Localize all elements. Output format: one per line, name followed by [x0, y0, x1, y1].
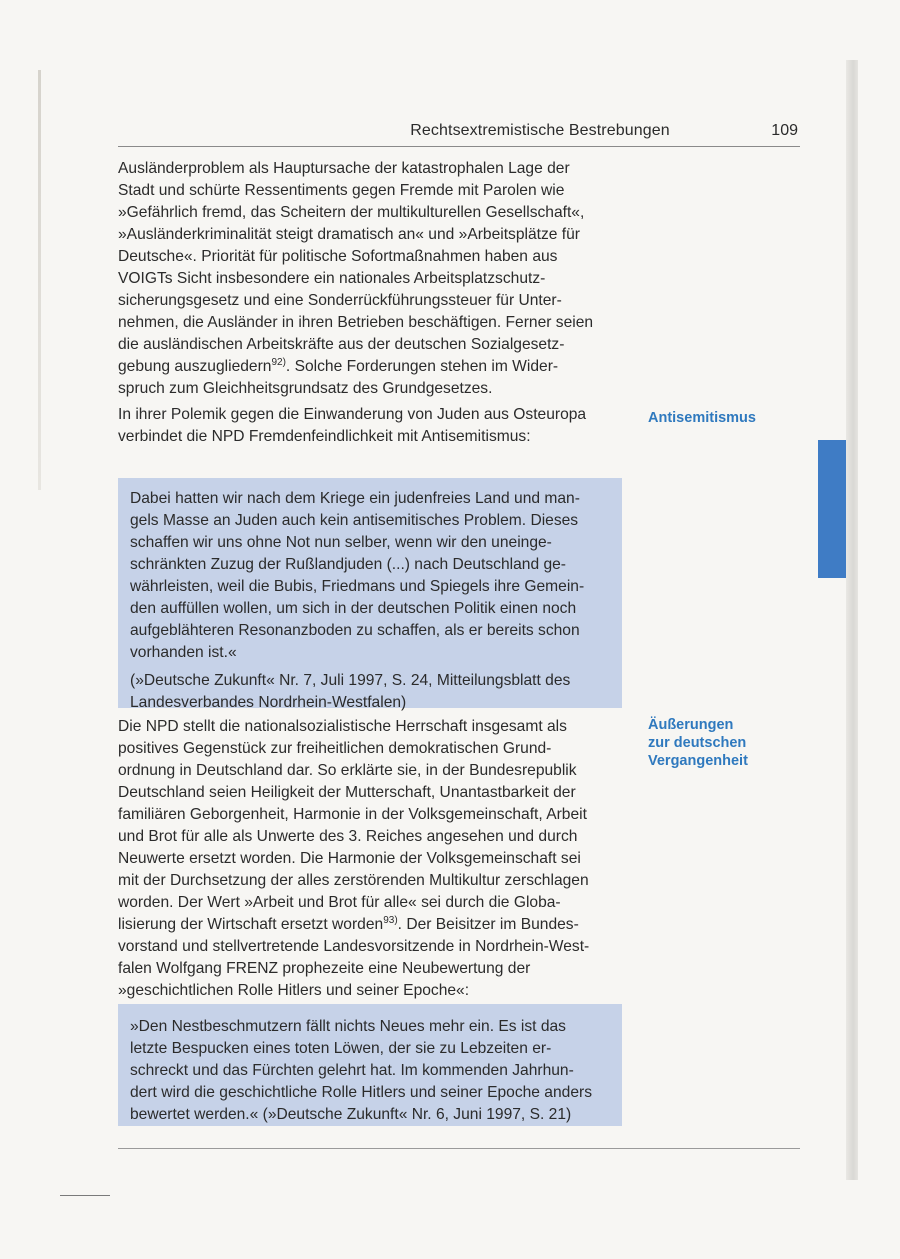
margin-note-line: Vergangenheit: [648, 753, 748, 769]
text-line: und Brot für alle als Unwerte des 3. Reiches angesehen und durch: [118, 828, 578, 845]
quote-source-line: Landesverbandes Nordrhein-Westfalen): [130, 694, 407, 711]
text-line: vorstand und stellvertretende Landesvorsitzende in Nordrhein-West-: [118, 938, 590, 955]
running-header: [118, 122, 800, 147]
text-line: »Ausländerkriminalität steigt dramatisch an« und »Arbeitsplätze für: [118, 226, 580, 243]
margin-note-line: zur deutschen: [648, 735, 747, 751]
quote-line: gels Masse an Juden auch kein antisemitisches Problem. Dieses: [130, 512, 579, 529]
text-line: In ihrer Polemik gegen die Einwanderung von Juden aus Osteuropa: [118, 406, 587, 423]
text-line: [118, 914, 622, 936]
crop-mark: [60, 1195, 110, 1196]
text-line: Deutsche«. Priorität für politische Sofortmaßnahmen haben aus: [118, 248, 558, 265]
quote-line: schränkten Zuzug der Rußlandjuden (...) nach Deutschland ge-: [130, 556, 567, 573]
quote-source-line: (»Deutsche Zukunft« Nr. 7, Juli 1997, S. 24, Mitteilungsblatt des: [130, 672, 571, 689]
quote-line: schreckt und das Fürchten gelehrt hat. Im kommenden Jahrhun-: [130, 1062, 574, 1079]
text-line: nehmen, die Ausländer in ihren Betrieben beschäftigen. Ferner seien: [118, 314, 594, 331]
quote-line: »Den Nestbeschmutzern fällt nichts Neues mehr ein. Es ist das: [130, 1018, 566, 1035]
text-fragment: . Solche Forderungen stehen im Wider-: [285, 358, 559, 375]
text-line: Die NPD stellt die nationalsozialistische Herrschaft insgesamt als: [118, 718, 567, 735]
quote-line: letzte Bespucken eines toten Löwen, der sie zu Lebzeiten er-: [130, 1040, 552, 1057]
text-line: »Gefährlich fremd, das Scheitern der multikulturellen Gesellschaft«,: [118, 204, 585, 221]
header-title: Rechtsextremistische Bestrebungen: [410, 122, 670, 139]
text-line: falen Wolfgang FRENZ prophezeite eine Neubewertung der: [118, 960, 531, 977]
text-fragment: gebung auszugliedern: [118, 358, 272, 375]
text-line: sicherungsgesetz und eine Sonderrückführungssteuer für Unter-: [118, 292, 562, 309]
text-line: mit der Durchsetzung der alles zerstörenden Multikultur zerschlagen: [118, 872, 589, 889]
margin-note-line: Äußerungen: [648, 717, 734, 733]
quote-line: den auffüllen wollen, um sich in der deutschen Politik einen noch: [130, 600, 577, 617]
text-line: ordnung in Deutschland dar. So erklärte sie, in der Bundesrepublik: [118, 762, 577, 779]
quote-source: [130, 670, 610, 714]
text-line: [118, 356, 622, 378]
scan-shadow-right: [846, 60, 858, 1180]
footnote-ref-92[interactable]: 92): [271, 356, 286, 368]
quote-line: vorhanden ist.«: [130, 644, 237, 661]
paragraph-1: [118, 158, 622, 400]
scan-shadow-left: [38, 70, 41, 490]
text-line: familiären Geborgenheit, Harmonie in der Volksgemeinschaft, Arbeit: [118, 806, 587, 823]
paragraph-3: [118, 716, 622, 1002]
text-fragment: . Der Beisitzer im Bundes-: [397, 916, 579, 933]
quote-box-2: [118, 1004, 622, 1126]
text-line: VOIGTs Sicht insbesondere ein nationales Arbeitsplatzschutz-: [118, 270, 546, 287]
text-line: spruch zum Gleichheitsgrundsatz des Grundgesetzes.: [118, 380, 493, 397]
chapter-side-tab: [818, 440, 846, 578]
text-line: Neuwerte ersetzt worden. Die Harmonie der Volksgemeinschaft sei: [118, 850, 581, 867]
paragraph-2: [118, 404, 622, 448]
text-line: verbindet die NPD Fremdenfeindlichkeit mit Antisemitismus:: [118, 428, 531, 445]
text-line: Deutschland seien Heiligkeit der Mutterschaft, Unantastbarkeit der: [118, 784, 576, 801]
text-line: positives Gegenstück zur freiheitlichen demokratischen Grund-: [118, 740, 552, 757]
text-line: Stadt und schürte Ressentiments gegen Fremde mit Parolen wie: [118, 182, 565, 199]
bottom-rule: [118, 1148, 800, 1149]
margin-note-antisemitismus: Antisemitismus: [648, 410, 756, 426]
text-fragment: lisierung der Wirtschaft ersetzt worden: [118, 916, 384, 933]
page-number: 109: [771, 122, 798, 139]
quote-line: währleisten, weil die Bubis, Friedmans und Spiegels ihre Gemein-: [130, 578, 585, 595]
quote-line: schaffen wir uns ohne Not nun selber, wenn wir den uneinge-: [130, 534, 552, 551]
footnote-ref-93[interactable]: 93): [383, 914, 398, 926]
quote-box-1: [118, 478, 622, 711]
quote-line: aufgeblähteren Resonanzboden zu schaffen, als er bereits schon: [130, 622, 580, 639]
quote-line: bewertet werden.« (»Deutsche Zukunft« Nr. 6, Juni 1997, S. 21): [130, 1106, 572, 1123]
quote-line: Dabei hatten wir nach dem Kriege ein judenfreies Land und man-: [130, 490, 580, 507]
text-line: »geschichtlichen Rolle Hitlers und seiner Epoche«:: [118, 982, 470, 999]
margin-note-vergangenheit: [648, 716, 778, 770]
text-line: worden. Der Wert »Arbeit und Brot für alle« sei durch die Globa-: [118, 894, 561, 911]
text-line: Ausländerproblem als Hauptursache der katastrophalen Lage der: [118, 160, 570, 177]
quote-line: dert wird die geschichtliche Rolle Hitlers und seiner Epoche anders: [130, 1084, 592, 1101]
text-line: die ausländischen Arbeitskräfte aus der deutschen Sozialgesetz-: [118, 336, 565, 353]
